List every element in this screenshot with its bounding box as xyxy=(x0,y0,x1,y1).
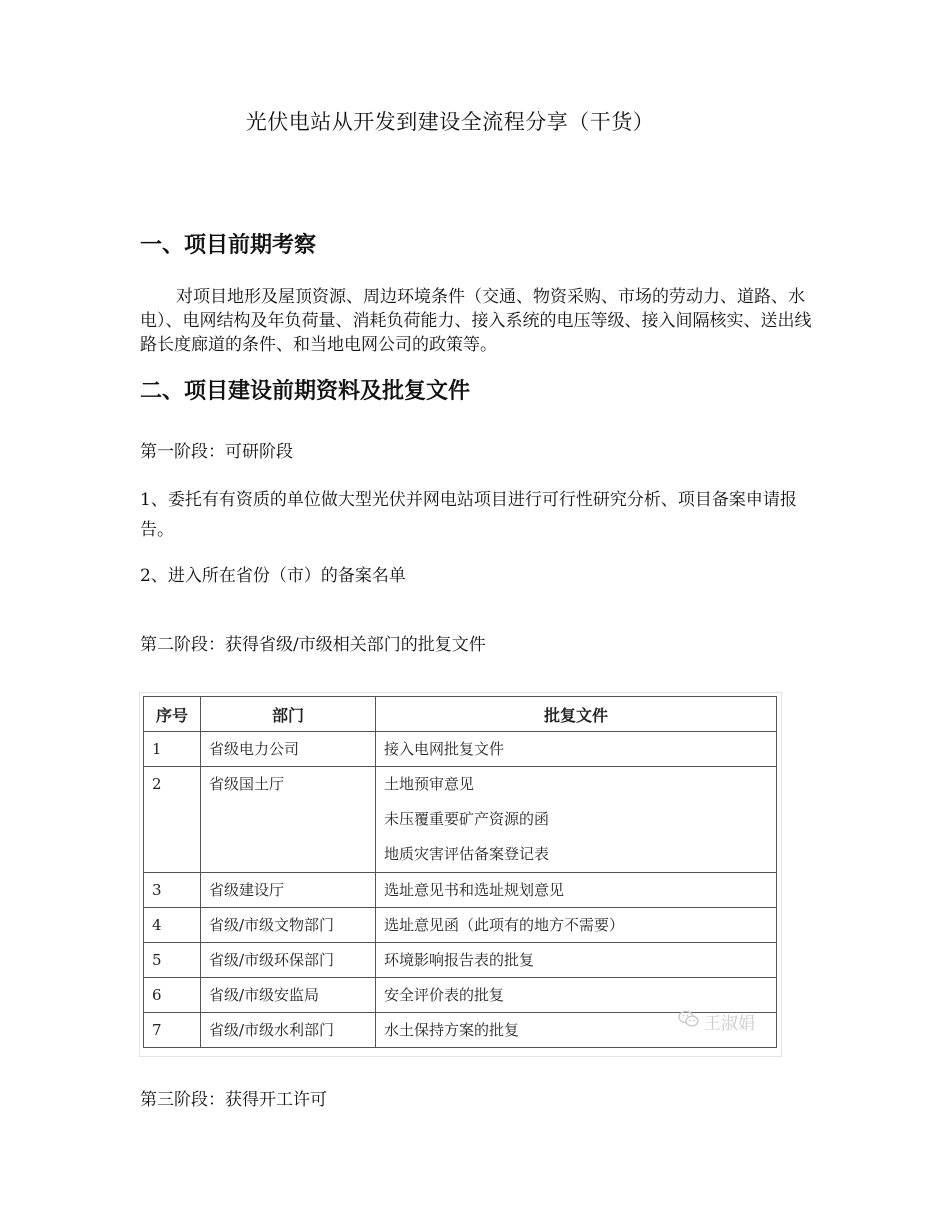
row-no: 6 xyxy=(144,978,201,1013)
header-dept: 部门 xyxy=(201,697,376,732)
watermark xyxy=(678,1009,755,1034)
table-row xyxy=(144,943,777,978)
row-no: 7 xyxy=(144,1013,201,1048)
approvals-table-image xyxy=(139,692,782,1057)
row-doc: 安全评价表的批复 xyxy=(376,978,777,1013)
stage2-label: 第二阶段：获得省级/市级相关部门的批复文件 xyxy=(140,635,486,655)
stage3-label: 第三阶段：获得开工许可 xyxy=(140,1090,327,1110)
approvals-table xyxy=(143,696,777,1048)
table-row xyxy=(144,767,777,873)
row-doc: 接入电网批复文件 xyxy=(376,732,777,767)
row-doc: 选址意见函（此项有的地方不需要） xyxy=(376,908,777,943)
row-dept: 省级国土厅 xyxy=(201,767,376,873)
item1-text: 1、委托有有资质的单位做大型光伏并网电站项目进行可行性研究分析、项目备案申请报告。 xyxy=(140,490,797,540)
row-dept: 省级/市级环保部门 xyxy=(201,943,376,978)
document-title: 光伏电站从开发到建设全流程分享（干货） xyxy=(245,110,655,134)
row-doc: 环境影响报告表的批复 xyxy=(376,943,777,978)
row-no: 4 xyxy=(144,908,201,943)
row-dept: 省级电力公司 xyxy=(201,732,376,767)
row-doc: 选址意见书和选址规划意见 xyxy=(376,873,777,908)
row-doc: 地质灾害评估备案登记表 xyxy=(384,845,550,863)
table-row xyxy=(144,978,777,1013)
row-no: 2 xyxy=(144,767,201,873)
section1-body: 对项目地形及屋顶资源、周边环境条件（交通、物资采购、市场的劳动力、道路、水电）、电网结构及年负荷量、消耗负荷能力、接入系统的电压等级、接入间隔核实、送出线路长度廊道的条件、和当地电网公司的政策等。 xyxy=(140,287,812,355)
stage1-label: 第一阶段：可研阶段 xyxy=(140,442,293,462)
row-no: 5 xyxy=(144,943,201,978)
row-dept: 省级/市级文物部门 xyxy=(201,908,376,943)
table-row xyxy=(144,908,777,943)
table-header-row xyxy=(144,697,777,732)
table-row xyxy=(144,732,777,767)
row-dept: 省级/市级安监局 xyxy=(201,978,376,1013)
row-dept: 省级/市级水利部门 xyxy=(201,1013,376,1048)
watermark-text: 王淑娟 xyxy=(704,1014,755,1034)
section1-heading: 一、项目前期考察 xyxy=(140,233,317,258)
table-row xyxy=(144,873,777,908)
row-docs xyxy=(376,767,777,873)
row-dept: 省级建设厅 xyxy=(201,873,376,908)
row-doc: 土地预审意见 xyxy=(384,775,475,793)
row-no: 1 xyxy=(144,732,201,767)
section2-heading: 二、项目建设前期资料及批复文件 xyxy=(140,379,471,404)
item2-text: 2、进入所在省份（市）的备案名单 xyxy=(140,566,406,586)
row-doc: 水土保持方案的批复 xyxy=(376,1013,777,1048)
row-no: 3 xyxy=(144,873,201,908)
header-no: 序号 xyxy=(144,697,201,732)
wechat-icon xyxy=(678,1010,700,1033)
row-doc: 未压覆重要矿产资源的函 xyxy=(384,810,550,828)
header-docs: 批复文件 xyxy=(376,697,777,732)
